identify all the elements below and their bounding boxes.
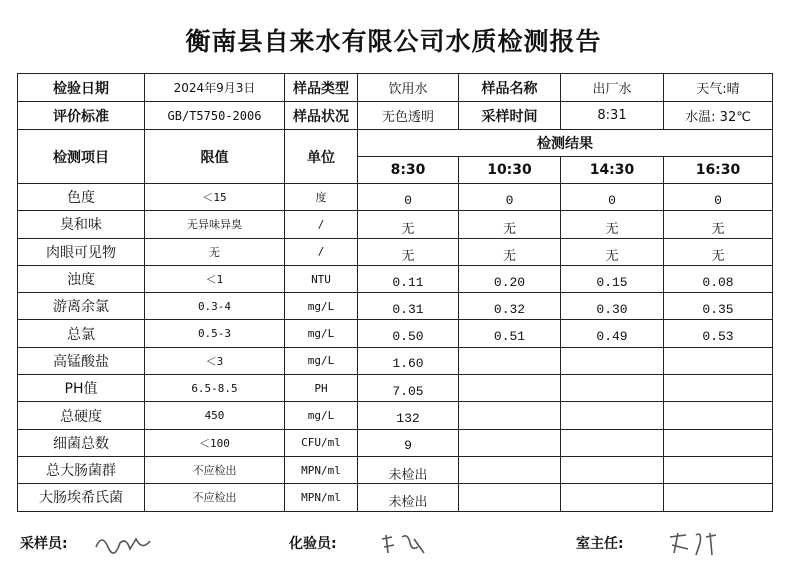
item-cell: 总氯 bbox=[18, 320, 145, 347]
limit-cell: 无 bbox=[145, 238, 285, 265]
result-cell: 0.35 bbox=[664, 293, 773, 320]
table-row bbox=[18, 211, 773, 238]
result-cell: 无 bbox=[664, 211, 773, 238]
limit-cell: ＜3 bbox=[145, 347, 285, 374]
sample-name-value: 出厂水 bbox=[561, 74, 664, 102]
director-label: 室主任: bbox=[576, 536, 624, 552]
time-header: 14:30 bbox=[561, 157, 664, 184]
report-table bbox=[17, 73, 773, 512]
result-cell: 7.05 bbox=[358, 375, 459, 402]
result-cell: 无 bbox=[459, 211, 561, 238]
result-cell bbox=[664, 484, 773, 511]
result-cell: 0.15 bbox=[561, 265, 664, 292]
result-cell bbox=[459, 402, 561, 429]
water-temp-value: 水温: 32℃ bbox=[664, 102, 773, 130]
result-cell bbox=[664, 375, 773, 402]
column-header-row bbox=[18, 130, 773, 157]
result-cell: 0.30 bbox=[561, 293, 664, 320]
time-header: 16:30 bbox=[664, 157, 773, 184]
result-cell: 无 bbox=[664, 238, 773, 265]
result-cell bbox=[664, 347, 773, 374]
limit-cell: 不应检出 bbox=[145, 456, 285, 483]
table-row bbox=[18, 265, 773, 292]
unit-cell: / bbox=[285, 211, 358, 238]
item-cell: 色度 bbox=[18, 184, 145, 211]
result-cell: 0 bbox=[664, 184, 773, 211]
result-cell: 未检出 bbox=[358, 484, 459, 511]
report-title: 衡南县自来水有限公司水质检测报告 bbox=[185, 27, 602, 56]
sampler-label: 采样员: bbox=[20, 536, 68, 552]
table-row bbox=[18, 293, 773, 320]
result-cell bbox=[664, 402, 773, 429]
result-cell bbox=[561, 456, 664, 483]
result-cell bbox=[561, 484, 664, 511]
limit-cell: 450 bbox=[145, 402, 285, 429]
unit-cell: mg/L bbox=[285, 320, 358, 347]
limit-cell: 0.5-3 bbox=[145, 320, 285, 347]
result-cell: 1.60 bbox=[358, 347, 459, 374]
limit-cell: 不应检出 bbox=[145, 484, 285, 511]
result-cell bbox=[459, 347, 561, 374]
result-cell: 无 bbox=[358, 238, 459, 265]
result-cell: 0.31 bbox=[358, 293, 459, 320]
time-header: 8:30 bbox=[358, 157, 459, 184]
item-cell: 臭和味 bbox=[18, 211, 145, 238]
time-header: 10:30 bbox=[459, 157, 561, 184]
item-cell: 大肠埃希氏菌 bbox=[18, 484, 145, 511]
table-row bbox=[18, 347, 773, 374]
table-row bbox=[18, 456, 773, 483]
result-cell bbox=[561, 375, 664, 402]
sampling-time-label: 采样时间 bbox=[459, 102, 561, 130]
result-cell: 0.32 bbox=[459, 293, 561, 320]
date-value: 2024年9月3日 bbox=[145, 74, 285, 102]
result-cell bbox=[664, 429, 773, 456]
tester-label: 化验员: bbox=[289, 536, 337, 552]
unit-cell: 度 bbox=[285, 184, 358, 211]
result-cell: 无 bbox=[358, 211, 459, 238]
director-signature bbox=[666, 529, 722, 565]
sampler-signature bbox=[92, 529, 156, 565]
result-cell bbox=[664, 456, 773, 483]
header-row-2 bbox=[18, 102, 773, 130]
result-cell: 无 bbox=[459, 238, 561, 265]
table-row bbox=[18, 484, 773, 511]
limit-cell: 无异味异臭 bbox=[145, 211, 285, 238]
col-results-header: 检测结果 bbox=[358, 130, 773, 157]
date-label: 检验日期 bbox=[18, 74, 145, 102]
table-row bbox=[18, 184, 773, 211]
header-row-1 bbox=[18, 74, 773, 102]
col-unit-header: 单位 bbox=[285, 130, 358, 184]
item-cell: 细菌总数 bbox=[18, 429, 145, 456]
result-cell: 无 bbox=[561, 211, 664, 238]
result-cell bbox=[459, 456, 561, 483]
table-row bbox=[18, 238, 773, 265]
item-cell: 总硬度 bbox=[18, 402, 145, 429]
table-row bbox=[18, 320, 773, 347]
sample-type-value: 饮用水 bbox=[358, 74, 459, 102]
signature-row bbox=[0, 533, 787, 563]
result-cell bbox=[459, 375, 561, 402]
item-cell: PH值 bbox=[18, 375, 145, 402]
limit-cell: ＜15 bbox=[145, 184, 285, 211]
result-cell: 0.20 bbox=[459, 265, 561, 292]
result-cell bbox=[459, 484, 561, 511]
result-cell: 0.11 bbox=[358, 265, 459, 292]
unit-cell: NTU bbox=[285, 265, 358, 292]
result-cell: 0.50 bbox=[358, 320, 459, 347]
result-cell: 无 bbox=[561, 238, 664, 265]
unit-cell: PH bbox=[285, 375, 358, 402]
result-cell: 0.51 bbox=[459, 320, 561, 347]
sampling-time-value: 8:31 bbox=[561, 102, 664, 130]
table-row bbox=[18, 402, 773, 429]
table-row bbox=[18, 429, 773, 456]
result-cell: 未检出 bbox=[358, 456, 459, 483]
result-cell bbox=[561, 402, 664, 429]
result-cell: 0 bbox=[358, 184, 459, 211]
tester-signature bbox=[378, 529, 430, 565]
col-item-header: 检测项目 bbox=[18, 130, 145, 184]
standard-value: GB/T5750-2006 bbox=[145, 102, 285, 130]
limit-cell: 0.3-4 bbox=[145, 293, 285, 320]
result-cell: 9 bbox=[358, 429, 459, 456]
sample-name-label: 样品名称 bbox=[459, 74, 561, 102]
unit-cell: CFU/ml bbox=[285, 429, 358, 456]
condition-value: 无色透明 bbox=[358, 102, 459, 130]
unit-cell: mg/L bbox=[285, 347, 358, 374]
weather-value: 天气:晴 bbox=[664, 74, 773, 102]
limit-cell: ＜1 bbox=[145, 265, 285, 292]
sample-type-label: 样品类型 bbox=[285, 74, 358, 102]
unit-cell: MPN/ml bbox=[285, 484, 358, 511]
result-cell: 0 bbox=[561, 184, 664, 211]
result-cell bbox=[459, 429, 561, 456]
condition-label: 样品状况 bbox=[285, 102, 358, 130]
item-cell: 浊度 bbox=[18, 265, 145, 292]
col-limit-header: 限值 bbox=[145, 130, 285, 184]
limit-cell: ＜100 bbox=[145, 429, 285, 456]
result-cell: 0.53 bbox=[664, 320, 773, 347]
result-cell: 0.49 bbox=[561, 320, 664, 347]
result-cell: 132 bbox=[358, 402, 459, 429]
unit-cell: mg/L bbox=[285, 293, 358, 320]
item-cell: 总大肠菌群 bbox=[18, 456, 145, 483]
unit-cell: mg/L bbox=[285, 402, 358, 429]
item-cell: 游离余氯 bbox=[18, 293, 145, 320]
table-row bbox=[18, 375, 773, 402]
result-cell bbox=[561, 429, 664, 456]
item-cell: 高锰酸盐 bbox=[18, 347, 145, 374]
result-cell: 0 bbox=[459, 184, 561, 211]
unit-cell: MPN/ml bbox=[285, 456, 358, 483]
result-cell: 0.08 bbox=[664, 265, 773, 292]
standard-label: 评价标准 bbox=[18, 102, 145, 130]
item-cell: 肉眼可见物 bbox=[18, 238, 145, 265]
limit-cell: 6.5-8.5 bbox=[145, 375, 285, 402]
result-cell bbox=[561, 347, 664, 374]
unit-cell: / bbox=[285, 238, 358, 265]
